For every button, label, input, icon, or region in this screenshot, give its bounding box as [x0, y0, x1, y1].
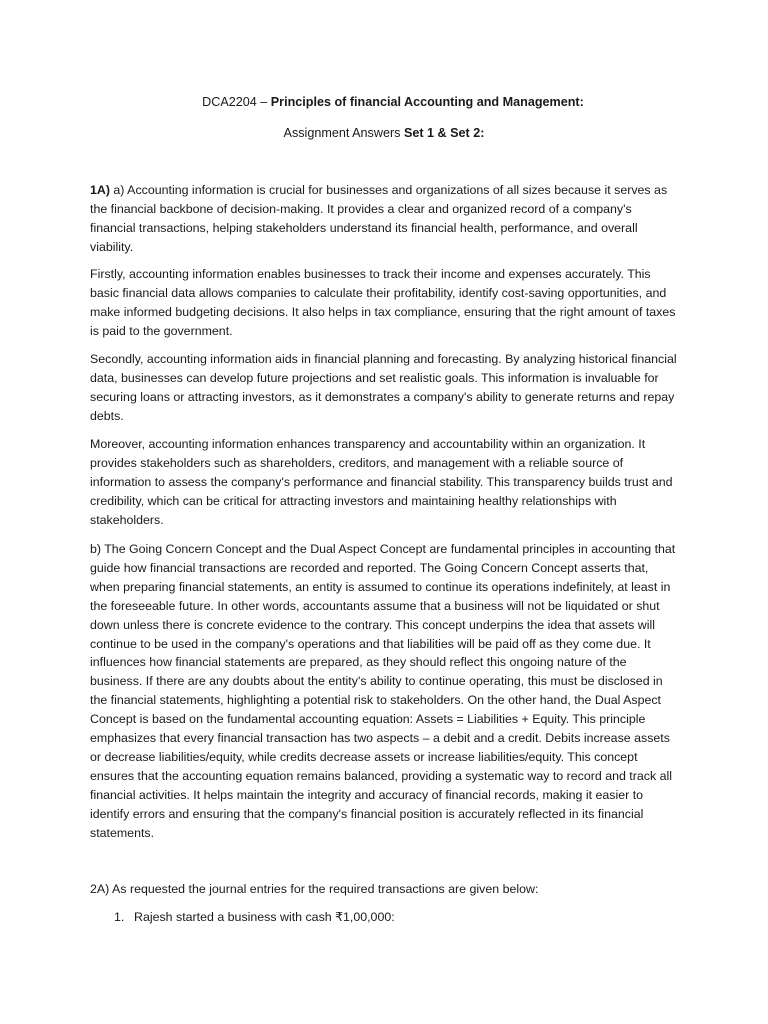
assignment-sets: Set 1 & Set 2: [403, 126, 485, 140]
course-code: DCA2204 – [202, 95, 271, 109]
answer-1b-paragraph: b) The Going Concern Concept and the Dual Aspect Concept are fundamental principles in accounting that guide how financial transactions are recorded and reported. The Going Concern Concept asserts that, when preparing financial statements, an entity is assumed to continue its operations indefinitely, at least in the foreseeable future. In other words, accountants assume that a business will not be liquidated or shut down unless there is concrete evidence to the contrary. This concept underpins the idea that assets will continue to be used in the company's operations and that liabilities will be paid off as they come due. It influences how financial statements are prepared, as they should reflect this ongoing nature of the business. If there are any doubts about the entity's ability to continue operating, this must be disclosed in the financial statements, highlighting a potential risk to stakeholders. On the other hand, the Dual Aspect Concept is based on the fundamental accounting equation: Assets = Liabilities + Equity. This principle emphasizes that every financial transaction has two aspects – a debit and a credit. Debits increase assets or decrease liabilities/equity, while credits decrease assets or increase liabilities/equity. This concept ensures that the accounting equation remains balanced, providing a systematic way to record and track all financial activities. It helps maintain the integrity and accuracy of financial records, making it easier to identify errors and ensuring that the company's financial position is accurately reflected in its financial statements. [90, 542, 676, 840]
paragraph-moreover: Moreover, accounting information enhances transparency and accountability within an organization. It provides stakeholders such as shareholders, creditors, and management with a reliable source of information to assess the company's performance and financial stability. This transparency builds trust and credibility, which can be critical for attracting investors and maintaining healthy relationships with stakeholders. [90, 437, 673, 527]
list-item [114, 908, 395, 927]
paragraph-firstly: Firstly, accounting information enables businesses to track their income and expenses accurately. This basic financial data allows companies to calculate their profitability, identify cost-saving opportunities, and make informed budgeting decisions. It also helps in tax compliance, ensuring that the right amount of taxes is paid to the government. [90, 267, 676, 338]
answer-1a-text: a) Accounting information is crucial for businesses and organizations of all sizes because it serves as the financial backbone of decision-making. It provides a clear and organized record of a company's financial transactions, helping stakeholders understand its financial health, performance, and overall viability. [90, 183, 668, 254]
assignment-prefix: Assignment Answers [283, 126, 404, 140]
assignment-title-line [0, 124, 768, 142]
course-title-line [9, 93, 768, 111]
answer-1a-intro-paragraph [90, 181, 678, 257]
list-item-text: Rajesh started a business with cash ₹1,00,000: [134, 910, 395, 924]
list-item-number: 1. [114, 910, 125, 924]
course-title: Principles of financial Accounting and Management: [270, 95, 584, 109]
paragraph-secondly: Secondly, accounting information aids in financial planning and forecasting. By analyzing historical financial data, businesses can develop future projections and set realistic goals. This information is invaluable for securing loans or attracting investors, as it demonstrates a company's ability to generate returns and repay debts. [90, 352, 677, 423]
answer-2a-intro: 2A) As requested the journal entries for the required transactions are given below: [90, 882, 539, 896]
question-label-1a: 1A) [90, 183, 110, 197]
